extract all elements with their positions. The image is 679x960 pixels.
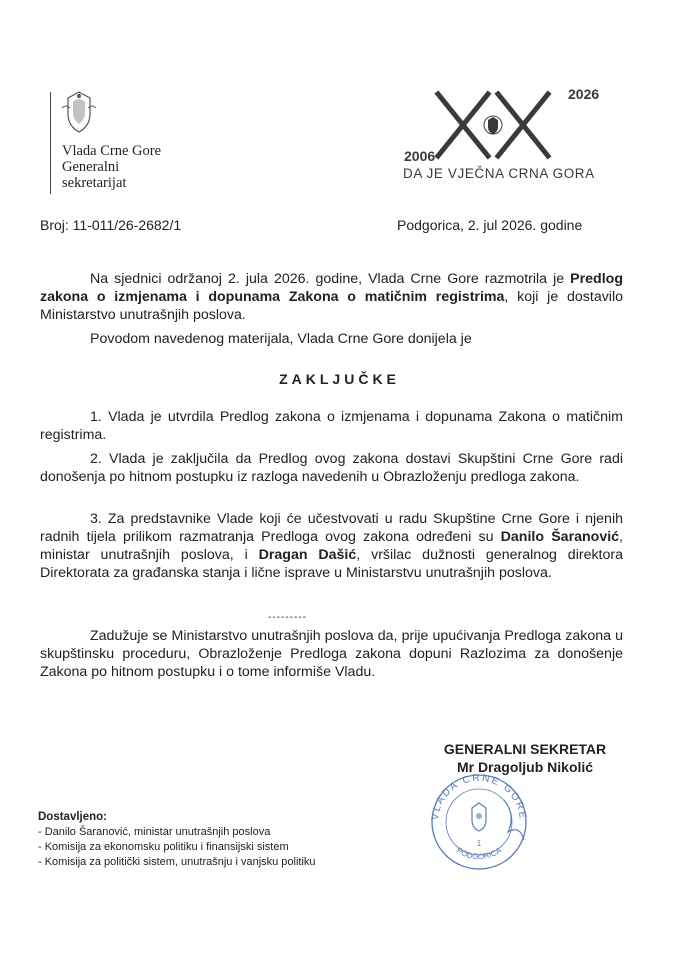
intro-law-title: Predlog zakona o izmjenama i dopunama Zakona o matičnim registrima (40, 271, 623, 305)
conclusions-heading: ZAKLJUČKE (279, 371, 400, 387)
logo-year-left: 2006 (404, 148, 436, 164)
intro-text-b: , koji je dostavilo Ministarstvo unutrašnjih poslova. (40, 289, 623, 323)
representative-name-2: Dragan Dašić (258, 547, 357, 563)
closing-paragraph: Zadužuje se Ministarstvo unutrašnjih poslova da, prije upućivanja Predloga zakona u skupštinsku proceduru, Obrazloženje Predloga zakona dopuni Razlozima za donošenje Zakona po hitnom postupku i o tome informiše Vladu. (40, 628, 623, 680)
anniversary-logo (398, 84, 613, 194)
signatory-name: Mr Dragoljub Nikolić (456, 759, 594, 775)
document-date: Podgorica, 2. jul 2026. godine (397, 217, 583, 233)
document-reference-number: Broj: 11-011/26-2682/1 (40, 217, 182, 233)
delivery-item: - Danilo Šaranović, ministar unutrašnjih poslova (38, 826, 271, 838)
intro-text-a: Na sjednici održanoj 2. jula 2026. godine, Vlada Crne Gore razmotrila je (90, 271, 571, 287)
signatory-title: GENERALNI SEKRETAR (443, 741, 607, 757)
intro-paragraph (40, 270, 623, 324)
item3-text-c: , vršilac dužnosti generalnog direktora Direktorata za građanska stanja i lične isprave u Ministarstvu unutrašnjih poslova. (40, 547, 624, 581)
item3-text-b: , ministar unutrašnjih poslova, i (40, 529, 623, 563)
intro-paragraph-2: Povodom navedenog materijala, Vlada Crne Gore donijela je (90, 331, 472, 347)
delivery-item: - Komisija za politički sistem, unutrašnju i vanjsku politiku (38, 856, 316, 868)
delivery-item: - Komisija za ekonomsku politiku i finansijski sistem (38, 841, 289, 853)
stamp-text-bottom: PODGORICA (454, 845, 504, 862)
representative-name-1: Danilo Šaranović (500, 529, 620, 545)
delivery-list (38, 810, 316, 870)
delivery-title: Dostavljeno: (38, 811, 108, 823)
item3-text-a: 3. Za predstavnike Vlade koji će učestvovati u radu Skupštine Crne Gore i njenih radnih tijela prilikom razmatranja Predloga ovog zakona određeni su (40, 511, 623, 545)
section-divider: --------- (268, 612, 307, 623)
org-line-1: Vlada Crne Gore (62, 143, 162, 159)
coat-of-arms-icon (60, 90, 98, 134)
org-line-2: Generalni (62, 159, 120, 175)
organization-name (62, 143, 161, 191)
conclusion-item-2: 2. Vlada je zaključila da Predlog ovog zakona dostavi Skupštini Crne Gore radi donošenja po hitnom postupku iz razloga navedenih u Obrazloženju predloga zakona. (40, 451, 623, 485)
stamp-text-top: VLADA CRNE GORE (429, 772, 529, 821)
crest-icon (484, 116, 502, 134)
org-line-3: sekretarijat (62, 175, 127, 191)
header-divider-line (50, 92, 51, 194)
stamp-number: 1 (476, 839, 482, 848)
conclusion-item-1: 1. Vlada je utvrdila Predlog zakona o izmjenama i dopunama Zakona o matičnim registrima. (40, 409, 623, 443)
logo-year-right: 2026 (568, 86, 600, 102)
official-stamp-icon (424, 770, 534, 870)
conclusion-item-3 (40, 510, 623, 582)
logo-slogan: DA JE VJEČNA CRNA GORA (403, 166, 595, 181)
